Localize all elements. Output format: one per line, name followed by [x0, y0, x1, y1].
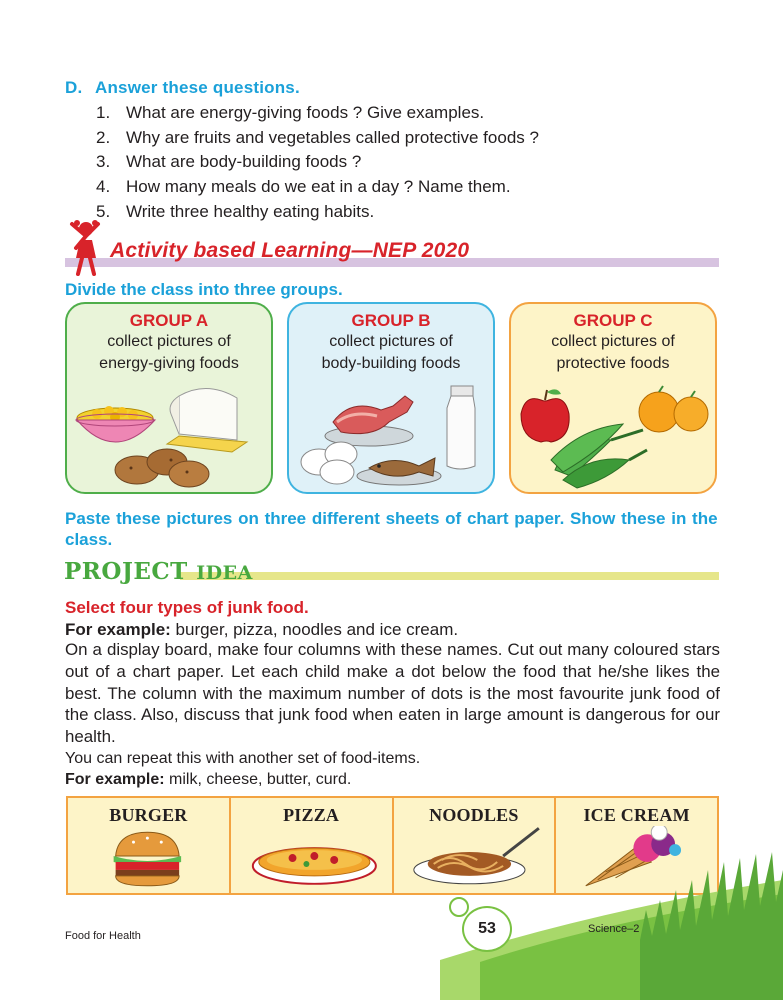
fish-plate-icon — [357, 458, 441, 485]
question-list — [96, 101, 539, 225]
page-number: 53 — [462, 906, 512, 952]
group-title: GROUP C — [573, 311, 653, 330]
eggs-icon — [301, 442, 357, 484]
project-header-band — [180, 572, 719, 580]
energy-foods-illustration — [67, 384, 271, 494]
child-figure-icon — [62, 218, 110, 276]
question-item — [96, 101, 539, 126]
food-label: NOODLES — [429, 805, 519, 825]
group-desc-line: collect pictures of — [551, 333, 675, 350]
apple-icon — [521, 389, 569, 442]
meat-plate-icon — [325, 396, 413, 446]
example-line-2 — [65, 769, 351, 790]
section-d-heading — [65, 78, 300, 98]
divide-instruction: Divide the class into three groups. — [65, 280, 343, 299]
protective-foods-illustration — [511, 384, 715, 494]
example-text: burger, pizza, noodles and ice cream. — [170, 620, 459, 639]
group-desc-line: energy-giving foods — [99, 355, 239, 372]
example-line-1 — [65, 619, 458, 640]
question-item — [96, 150, 539, 175]
footer-book-title: Science–2 — [588, 923, 640, 935]
question-item — [96, 126, 539, 151]
question-item — [96, 175, 539, 200]
food-column — [68, 798, 231, 893]
repeat-line: You can repeat this with another set of food-items. — [65, 750, 421, 767]
example-label: For example: — [65, 771, 165, 788]
project-title-big: PROJECT — [64, 558, 188, 585]
potatoes-icon — [115, 449, 209, 487]
group-c-card — [509, 302, 717, 494]
question-number: 1. — [96, 103, 111, 122]
group-a-card — [65, 302, 273, 494]
section-d-title: Answer these questions. — [95, 78, 300, 97]
food-label: PIZZA — [283, 805, 340, 825]
group-desc-line: collect pictures of — [329, 333, 453, 350]
project-title — [64, 558, 253, 585]
activity-title: Activity based Learning—NEP 2020 — [110, 239, 470, 262]
question-number: 2. — [96, 127, 111, 147]
group-desc-line: body-building foods — [321, 355, 461, 372]
pizza-icon — [231, 826, 392, 892]
question-number: 4. — [96, 177, 111, 197]
food-label: ICE CREAM — [583, 805, 690, 825]
question-text: Write three healthy eating habits. — [126, 201, 375, 221]
project-title-small: IDEA — [196, 562, 253, 584]
decorative-circle — [449, 897, 469, 917]
paste-instruction: Paste these pictures on three different sheets of chart paper. Show these in the class. — [65, 509, 718, 549]
question-item — [96, 200, 539, 225]
question-number: 3. — [96, 152, 111, 172]
group-desc-line: collect pictures of — [107, 333, 231, 350]
question-text: What are energy-giving foods ? Give examples. — [126, 103, 485, 122]
bread-loaf-icon — [167, 388, 247, 452]
group-title: GROUP B — [351, 311, 431, 330]
group-b-card — [287, 302, 495, 494]
project-select-line: Select four types of junk food. — [65, 598, 309, 617]
food-column — [231, 798, 394, 893]
food-label: BURGER — [109, 805, 188, 825]
section-letter: D. — [65, 78, 83, 97]
oranges-icon — [639, 386, 708, 432]
group-desc-line: protective foods — [556, 355, 670, 372]
footer-chapter-title: Food for Health — [65, 930, 141, 942]
question-number: 5. — [96, 201, 111, 221]
burger-icon — [68, 826, 229, 892]
question-text: Why are fruits and vegetables called protective foods ? — [126, 127, 539, 147]
project-body-paragraph: On a display board, make four columns with these names. Cut out many coloured stars out of a chart paper. Let each child make a dot below the food that he/she likes the best. The column with the maximum number of dots is the most favourite junk food of the class. Also, discuss that junk food when eaten in large amount is dangerous for our health. — [65, 640, 720, 747]
group-title: GROUP A — [129, 311, 209, 330]
milk-bottle-icon — [447, 386, 475, 469]
example-label: For example: — [65, 620, 171, 639]
question-text: How many meals do we eat in a day ? Name them. — [126, 177, 511, 197]
body-building-foods-illustration — [289, 384, 493, 494]
example-text: milk, cheese, butter, curd. — [164, 771, 352, 788]
bowl-of-corn-icon — [76, 406, 155, 442]
question-text: What are body-building foods ? — [126, 152, 362, 172]
